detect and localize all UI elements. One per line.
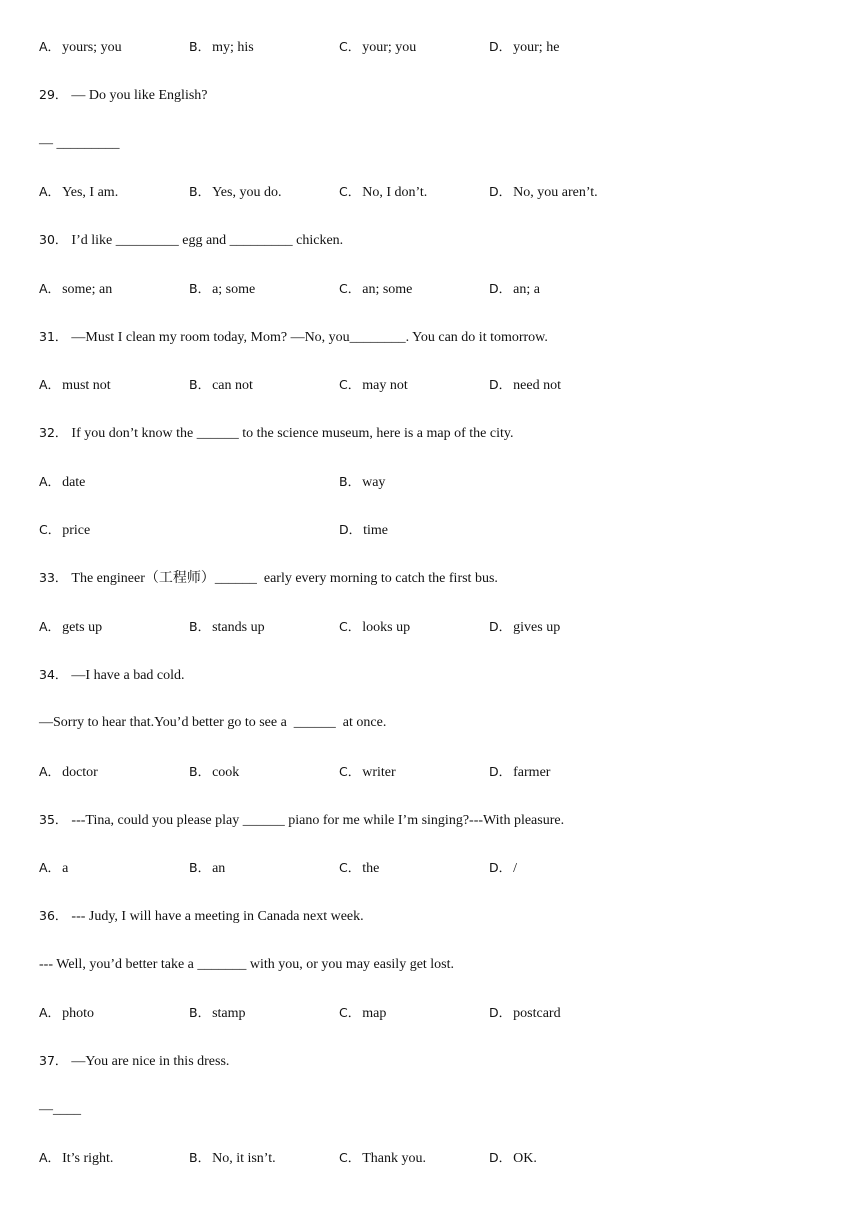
answer-option[interactable] xyxy=(39,473,85,492)
answer-option[interactable] xyxy=(39,183,118,202)
option-text: No, you aren’t. xyxy=(513,185,598,200)
question-number: 32． xyxy=(39,425,68,440)
answer-option[interactable] xyxy=(339,473,385,492)
answer-option[interactable] xyxy=(39,521,90,540)
answer-option[interactable] xyxy=(339,376,408,395)
option-text: gets up xyxy=(62,620,103,635)
option-label: C． xyxy=(339,377,361,392)
option-label: D． xyxy=(489,377,512,392)
option-label: C． xyxy=(339,1005,361,1020)
option-label: D． xyxy=(339,522,362,537)
option-text: need not xyxy=(513,378,561,393)
option-label: A． xyxy=(39,619,61,634)
option-text: postcard xyxy=(513,1006,561,1021)
option-label: D． xyxy=(489,860,512,875)
question-stem xyxy=(39,811,564,830)
option-text: my; his xyxy=(212,40,254,55)
question-number: 35． xyxy=(39,812,68,827)
option-text: price xyxy=(62,523,91,538)
question-stem xyxy=(39,424,513,443)
option-label: C． xyxy=(339,764,361,779)
question-stem xyxy=(39,907,364,926)
option-label: A． xyxy=(39,860,61,875)
answer-option[interactable] xyxy=(189,376,253,395)
question-text: If you don’t know the ______ to the science museum, here is a map of the city. xyxy=(71,426,514,441)
option-text: map xyxy=(362,1006,387,1021)
option-label: D． xyxy=(489,184,512,199)
answer-option[interactable] xyxy=(489,376,561,395)
option-label: B． xyxy=(189,281,211,296)
question-text: I’d like _________ egg and _________ chicken. xyxy=(71,233,344,248)
option-label: A． xyxy=(39,281,61,296)
answer-option[interactable] xyxy=(39,376,111,395)
option-text: looks up xyxy=(362,620,411,635)
answer-option[interactable] xyxy=(339,1004,386,1023)
option-text: Yes, you do. xyxy=(212,185,282,200)
option-text: / xyxy=(513,861,518,876)
question-stem xyxy=(39,328,548,347)
answer-option[interactable] xyxy=(489,618,560,637)
option-text: way xyxy=(362,475,386,490)
question-number: 36． xyxy=(39,908,68,923)
option-label: B． xyxy=(189,860,211,875)
option-text: writer xyxy=(362,765,396,780)
answer-option[interactable] xyxy=(489,38,559,57)
option-label: A． xyxy=(39,1005,61,1020)
option-text: No, I don’t. xyxy=(362,185,428,200)
question-text: —You are nice in this dress. xyxy=(71,1054,230,1069)
question-number: 29． xyxy=(39,87,68,102)
answer-option[interactable] xyxy=(189,183,281,202)
dialogue-line: —____ xyxy=(39,1102,81,1117)
option-label: C． xyxy=(339,281,361,296)
question-number: 37． xyxy=(39,1053,68,1068)
option-label: A． xyxy=(39,377,61,392)
option-label: D． xyxy=(489,1150,512,1165)
answer-option[interactable] xyxy=(189,280,255,299)
option-label: C． xyxy=(39,522,61,537)
question-number: 34． xyxy=(39,667,68,682)
option-text: must not xyxy=(62,378,111,393)
option-text: may not xyxy=(362,378,408,393)
option-text: OK. xyxy=(513,1151,537,1166)
answer-option[interactable] xyxy=(489,859,517,878)
question-stem xyxy=(39,86,208,105)
answer-option[interactable] xyxy=(489,763,550,782)
option-text: Yes, I am. xyxy=(62,185,119,200)
option-text: date xyxy=(62,475,86,490)
answer-option[interactable] xyxy=(339,859,379,878)
answer-option[interactable] xyxy=(189,763,239,782)
option-label: B． xyxy=(189,39,211,54)
answer-option[interactable] xyxy=(339,763,396,782)
answer-option[interactable] xyxy=(339,38,416,57)
option-label: A． xyxy=(39,474,61,489)
question-number: 33． xyxy=(39,570,68,585)
answer-option[interactable] xyxy=(39,280,112,299)
option-text: cook xyxy=(212,765,240,780)
option-label: B． xyxy=(189,1005,211,1020)
option-label: C． xyxy=(339,39,361,54)
answer-option[interactable] xyxy=(39,763,98,782)
option-text: the xyxy=(362,861,380,876)
question-text: —Must I clean my room today, Mom? —No, you________. You can do it tomorrow. xyxy=(71,330,548,345)
option-label: A． xyxy=(39,764,61,779)
question-stem xyxy=(39,1052,229,1071)
option-label: B． xyxy=(189,764,211,779)
option-text: can not xyxy=(212,378,253,393)
option-text: an xyxy=(212,861,226,876)
question-number: 30． xyxy=(39,232,68,247)
option-label: B． xyxy=(189,619,211,634)
dialogue-line: — _________ xyxy=(39,136,120,151)
question-stem xyxy=(39,666,185,685)
option-text: a; some xyxy=(212,282,256,297)
answer-option[interactable] xyxy=(339,618,410,637)
option-label: C． xyxy=(339,619,361,634)
option-text: doctor xyxy=(62,765,98,780)
option-label: C． xyxy=(339,860,361,875)
answer-option[interactable] xyxy=(339,183,427,202)
dialogue-line: --- Well, you’d better take a _______ with you, or you may easily get lost. xyxy=(39,957,455,972)
option-text: No, it isn’t. xyxy=(212,1151,276,1166)
option-text: some; an xyxy=(62,282,113,297)
option-label: A． xyxy=(39,184,61,199)
option-text: farmer xyxy=(513,765,551,780)
option-text: your; you xyxy=(362,40,417,55)
question-text: The engineer（工程师）______ early every morning to catch the first bus. xyxy=(71,571,498,586)
option-label: C． xyxy=(339,184,361,199)
answer-option[interactable] xyxy=(189,1004,246,1023)
question-number: 31． xyxy=(39,329,68,344)
option-text: stands up xyxy=(212,620,265,635)
answer-option[interactable] xyxy=(189,1149,276,1168)
answer-option[interactable] xyxy=(189,618,265,637)
option-label: B． xyxy=(189,184,211,199)
question-text: --- Judy, I will have a meeting in Canada next week. xyxy=(71,909,364,924)
option-label: B． xyxy=(189,1150,211,1165)
option-label: D． xyxy=(489,281,512,296)
answer-option[interactable] xyxy=(39,1004,94,1023)
option-text: gives up xyxy=(513,620,561,635)
option-label: C． xyxy=(339,1150,361,1165)
question-text: — Do you like English? xyxy=(71,88,208,103)
question-stem xyxy=(39,569,498,588)
option-label: A． xyxy=(39,1150,61,1165)
answer-option[interactable] xyxy=(39,38,122,57)
answer-option[interactable] xyxy=(39,859,68,878)
option-label: D． xyxy=(489,764,512,779)
answer-option[interactable] xyxy=(489,1004,561,1023)
answer-option[interactable] xyxy=(39,618,102,637)
question-text: —I have a bad cold. xyxy=(71,668,185,683)
answer-option[interactable] xyxy=(489,1149,537,1168)
option-text: Thank you. xyxy=(362,1151,426,1166)
answer-option[interactable] xyxy=(39,1149,113,1168)
answer-option[interactable] xyxy=(189,38,254,57)
option-text: time xyxy=(363,523,389,538)
option-label: D． xyxy=(489,619,512,634)
answer-option[interactable] xyxy=(339,1149,426,1168)
option-label: D． xyxy=(489,39,512,54)
answer-option[interactable] xyxy=(489,183,598,202)
option-text: an; some xyxy=(362,282,413,297)
option-text: an; a xyxy=(513,282,540,297)
question-text: ---Tina, could you please play ______ piano for me while I’m singing?---With pleasure. xyxy=(71,813,565,828)
answer-option[interactable] xyxy=(339,521,388,540)
question-stem xyxy=(39,231,343,250)
answer-option[interactable] xyxy=(189,859,225,878)
option-label: D． xyxy=(489,1005,512,1020)
answer-option[interactable] xyxy=(489,280,540,299)
option-label: A． xyxy=(39,39,61,54)
option-text: photo xyxy=(62,1006,94,1021)
option-label: B． xyxy=(339,474,361,489)
option-text: yours; you xyxy=(62,40,122,55)
option-text: It’s right. xyxy=(62,1151,114,1166)
option-text: a xyxy=(62,861,69,876)
option-text: your; he xyxy=(513,40,560,55)
answer-option[interactable] xyxy=(339,280,412,299)
option-text: stamp xyxy=(212,1006,246,1021)
option-label: B． xyxy=(189,377,211,392)
dialogue-line: —Sorry to hear that.You’d better go to see a ______ at once. xyxy=(39,715,387,730)
